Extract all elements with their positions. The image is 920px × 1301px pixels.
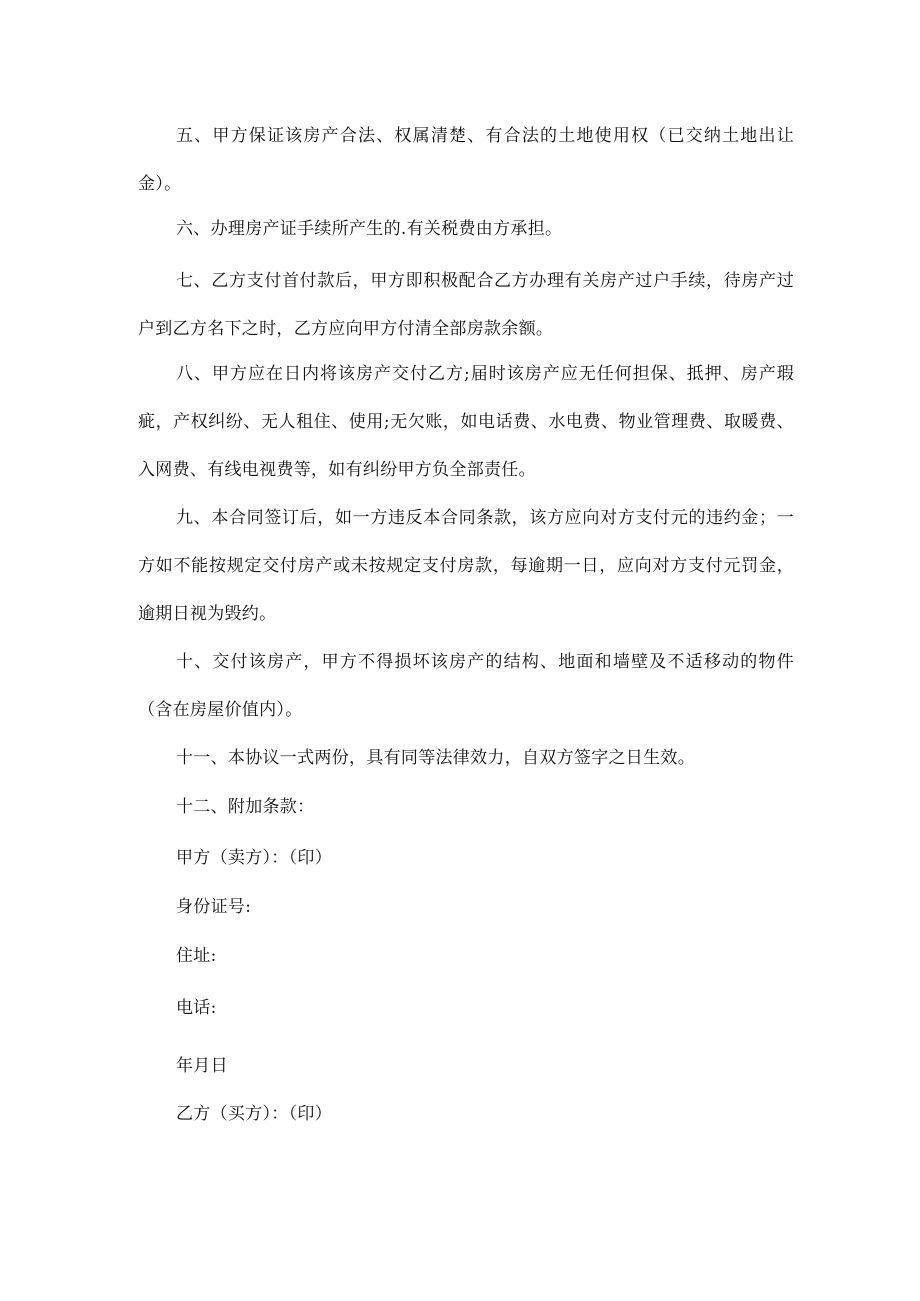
clause-7: 七、乙方支付首付款后，甲方即积极配合乙方办理有关房产过户手续，待房产过户到乙方名下之时，乙方应向甲方付清全部房款余额。: [138, 271, 794, 339]
clause-10: 十、交付该房产，甲方不得损坏该房产的结构、地面和墙壁及不适移动的物件（含在房屋价值内）。: [138, 652, 794, 720]
phone-line: 电话:: [176, 998, 217, 1018]
id-number-line: 身份证号:: [176, 897, 252, 917]
clause-8: 八、甲方应在日内将该房产交付乙方;届时该房产应无任何担保、抵押、房产瑕疵，产权纠纷、无人租住、使用;无欠账，如电话费、水电费、物业管理费、取暖费、入网费、有线电视费等，如有纠纷甲方负全部责任。: [138, 364, 794, 480]
date-line: 年月日: [176, 1056, 228, 1076]
clause-6: 六、办理房产证手续所产生的.有关税费由方承担。: [176, 219, 563, 239]
clause-12: 十二、附加条款：: [176, 797, 315, 817]
clause-11: 十一、本协议一式两份，具有同等法律效力，自双方签字之日生效。: [176, 748, 695, 768]
clause-5: 五、甲方保证该房产合法、权属清楚、有合法的土地使用权（已交纳土地出让金）。: [138, 126, 794, 194]
party-b-buyer-line: 乙方（买方）：（印）: [176, 1104, 332, 1124]
party-a-seller-line: 甲方（卖方）：（印）: [176, 848, 332, 868]
clause-9: 九、本合同签订后，如一方违反本合同条款，该方应向对方支付元的违约金；一方如不能按规定交付房产或未按规定支付房款，每逾期一日，应向对方支付元罚金，逾期日视为毁约。: [138, 508, 794, 624]
address-line: 住址:: [176, 946, 217, 966]
